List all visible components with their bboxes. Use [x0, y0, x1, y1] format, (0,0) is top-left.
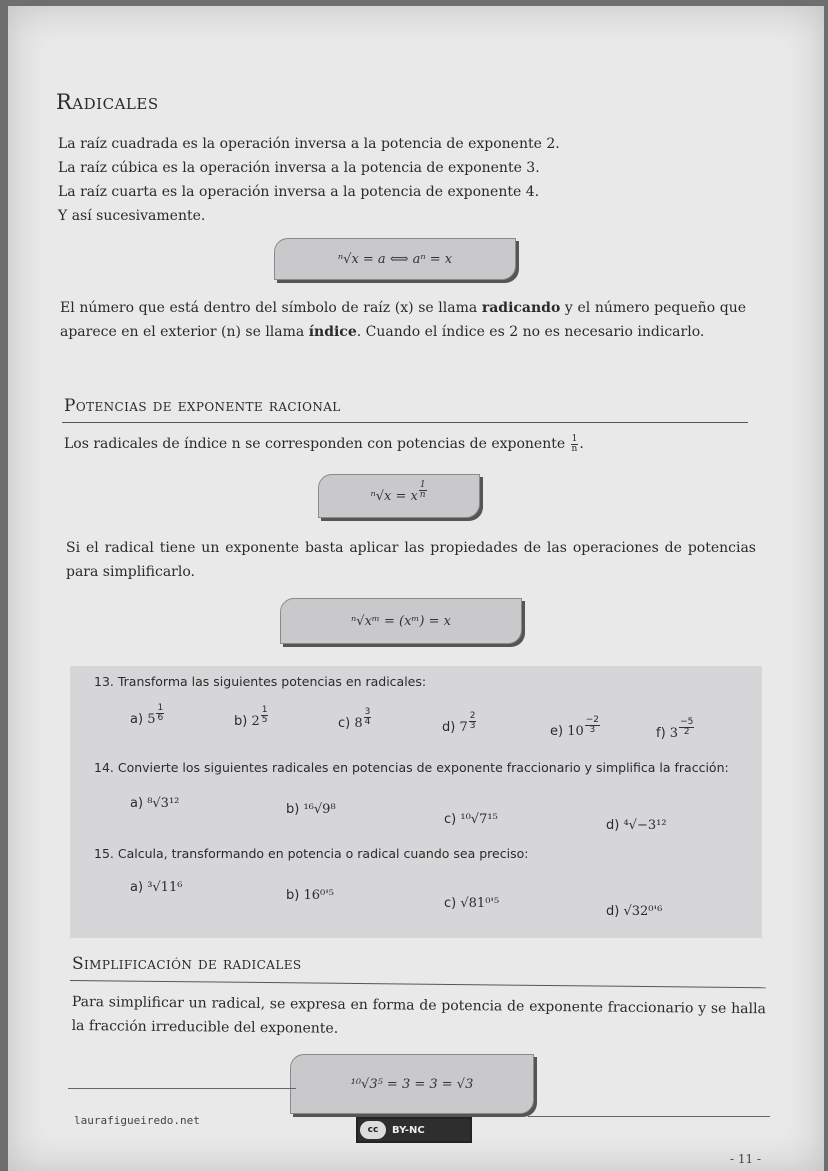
text-run: . Cuando el índice es 2 no es necesario indicarlo.: [356, 324, 705, 340]
bold-term-radicando: radicando: [481, 300, 561, 316]
item-expr: 8: [354, 716, 363, 731]
item-letter: c): [444, 896, 457, 911]
frac-num: 1: [261, 705, 268, 715]
item-expr: ⁸√3¹²: [147, 796, 180, 811]
item-letter: a): [130, 712, 144, 727]
formula-box-simplify: [290, 1054, 534, 1114]
ex13-item: [234, 705, 269, 731]
item-letter: d): [442, 720, 456, 735]
item-expr: √81⁰'⁵: [460, 896, 500, 911]
frac-num: −5: [680, 717, 694, 727]
frac-num: 2: [469, 711, 476, 721]
footer-site: laurafigueiredo.net: [74, 1114, 200, 1127]
text-run: El número que está dentro del símbolo de raíz (x) se llama: [60, 300, 482, 316]
item-frac: [679, 718, 694, 737]
frac-den: n: [571, 443, 578, 454]
frac-num: −2: [585, 715, 600, 725]
item-expr: ¹⁶√9⁸: [303, 802, 336, 817]
intro-line: La raíz cúbica es la operación inversa a la potencia de exponente 3.: [58, 160, 540, 176]
item-letter: e): [550, 724, 564, 739]
ex15-item: [130, 880, 182, 895]
item-expr: ⁴√−3¹²: [623, 818, 667, 833]
formula-box-power: [280, 598, 522, 644]
footer-rule-right: [528, 1116, 770, 1117]
section-rule: [62, 422, 748, 423]
item-letter: a): [130, 796, 144, 811]
license-badge: [356, 1117, 472, 1143]
radicand-paragraph: [60, 296, 746, 344]
item-expr: 3: [669, 726, 679, 741]
frac-den: 3: [469, 721, 476, 731]
item-letter: b): [286, 802, 300, 817]
item-letter: d): [606, 818, 620, 833]
footer-rule-left: [68, 1088, 296, 1089]
text-run: y el número pequeño que aparece en el exterior (n) se llama: [60, 300, 747, 340]
page-title: Radicales: [56, 90, 159, 114]
frac-num: 1: [571, 433, 578, 444]
item-letter: d): [606, 904, 620, 919]
frac-den: 2: [683, 727, 690, 737]
item-letter: b): [234, 714, 248, 729]
ex14-item: [286, 802, 336, 817]
frac-num: 1: [419, 479, 426, 490]
ex13-item: [130, 703, 165, 729]
item-expr: ³√11⁶: [147, 880, 183, 895]
page-number: - 11 -: [730, 1152, 762, 1166]
formula-box-definition: [274, 238, 516, 280]
fraction-exp: [419, 481, 427, 500]
text-run: Los radicales de índice n se corresponden con potencias de exponente: [64, 436, 566, 452]
fraction-one-over-n: [571, 435, 579, 454]
ex13-item: [442, 711, 477, 737]
document-page: [8, 6, 824, 1171]
item-expr: √32⁰'⁶: [623, 904, 663, 919]
intro-line: La raíz cuarta es la operación inversa a la potencia de exponente 4.: [58, 184, 540, 200]
frac-num: 1: [157, 703, 164, 713]
item-expr: 10: [567, 724, 584, 739]
intro-paragraph: [58, 132, 758, 228]
exercise-14-label: 14. Convierte los siguientes radicales en potencias de exponente fraccionario y simplifica la fracción:: [94, 760, 729, 775]
item-expr: 2: [251, 714, 260, 729]
item-frac: [156, 704, 164, 723]
item-expr: 16⁰'⁵: [303, 888, 335, 903]
item-frac: [585, 716, 600, 735]
item-expr: 5: [147, 712, 156, 727]
formula-box-rational: [318, 474, 480, 518]
item-letter: b): [286, 888, 300, 903]
frac-den: 6: [157, 713, 164, 723]
ex14-item: [130, 796, 179, 811]
item-expr: 7: [459, 720, 468, 735]
ex14-item: [444, 812, 498, 827]
item-letter: a): [130, 880, 144, 895]
formula-simplify: ¹⁰√3⁵ = 3 = 3 = √3: [350, 1076, 474, 1092]
section-title-potencias: Potencias de exponente racional: [64, 396, 341, 416]
formula-definition: ⁿ√x = a ⟺ aⁿ = x: [337, 251, 453, 267]
ex15-item: [606, 904, 662, 919]
item-expr: ¹⁰√7¹⁵: [460, 812, 498, 827]
frac-den: n: [419, 489, 426, 500]
frac-num: 3: [364, 707, 371, 717]
exercise-15-label: 15. Calcula, transformando en potencia o radical cuando sea preciso:: [94, 846, 529, 861]
ex15-item: [444, 896, 499, 911]
frac-den: 4: [364, 717, 371, 727]
item-frac: [364, 708, 372, 727]
ex13-item: [550, 715, 601, 741]
ex15-item: [286, 888, 334, 903]
section-rule: [70, 980, 766, 988]
cc-icon: cc: [360, 1121, 386, 1139]
item-frac: [469, 712, 477, 731]
section-title-simplificacion: Simplificación de radicales: [72, 954, 302, 974]
intro-line: Y así sucesivamente.: [58, 208, 206, 224]
formula-power: ⁿ√xᵐ = (xᵐ) = x: [351, 613, 451, 629]
license-text: BY-NC: [392, 1124, 425, 1136]
frac-den: 3: [589, 725, 596, 735]
ex13-item: [656, 717, 695, 743]
exercise-13-label: 13. Transforma las siguientes potencias en radicales:: [94, 674, 427, 689]
section2-text: Los radicales de índice n se corresponden con potencias de exponente $\frac{1}{n}$ .: [64, 433, 584, 454]
frac-den: 5: [261, 715, 268, 725]
item-letter: c): [444, 812, 457, 827]
exponent-paragraph: Si el radical tiene un exponente basta aplicar las propiedades de las operaciones de potencias para simplificarlo.: [66, 540, 756, 580]
item-letter: c): [338, 716, 351, 731]
formula-rational: ⁿ√x = x: [370, 488, 418, 504]
ex14-item: [606, 818, 667, 833]
item-letter: f): [656, 726, 666, 741]
ex13-item: [338, 707, 372, 733]
intro-line: La raíz cuadrada es la operación inversa a la potencia de exponente 2.: [58, 136, 560, 152]
simplify-paragraph: Para simplificar un radical, se expresa en forma de potencia de exponente fraccionario y se halla la fracción irreducible del exponente.: [71, 993, 766, 1037]
item-frac: [261, 706, 269, 725]
bold-term-indice: índice: [308, 324, 357, 340]
